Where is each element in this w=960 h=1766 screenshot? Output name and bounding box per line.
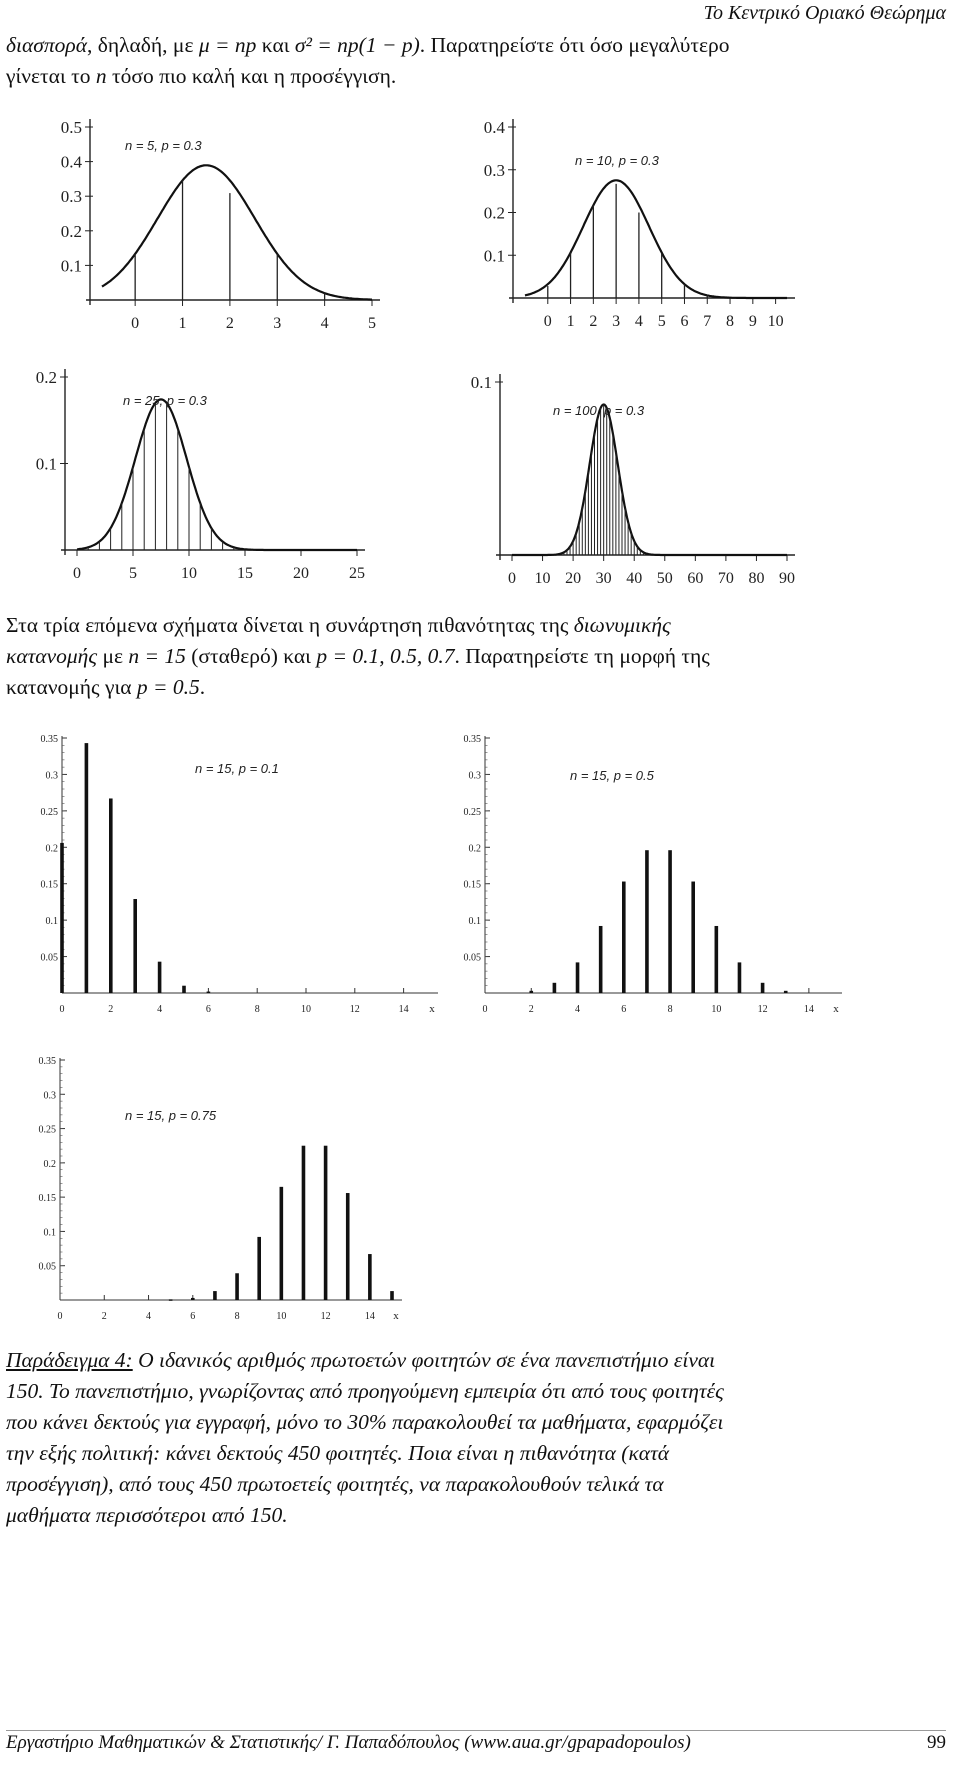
x-tick-label: 10 xyxy=(767,313,784,330)
y-tick-label: 0.2 xyxy=(35,368,57,387)
x-tick-label: 5 xyxy=(657,313,666,330)
y-tick-label: 0.1 xyxy=(43,1227,56,1239)
x-tick-label: 2 xyxy=(101,1311,107,1322)
x-tick-label: 14 xyxy=(803,1004,814,1015)
example-label: Παράδειγμα 4: xyxy=(6,1348,133,1372)
y-tick-label: 0.15 xyxy=(463,879,481,891)
y-tick-label: 0.1 xyxy=(470,373,492,392)
x-tick-label: 1 xyxy=(178,315,187,332)
x-tick-label: 25 xyxy=(349,565,365,582)
intro-text: και xyxy=(256,33,295,57)
chart-n10-p03 xyxy=(465,115,855,335)
x-tick-label: 12 xyxy=(349,1004,360,1015)
y-tick-label: 0.35 xyxy=(463,734,481,745)
x-tick-label: 2 xyxy=(589,313,598,330)
probability-bar xyxy=(784,991,788,993)
chart-annotation: n = 15, p = 0.75 xyxy=(125,1108,217,1123)
x-tick-label: 4 xyxy=(575,1004,581,1015)
page-footer xyxy=(6,1732,946,1754)
probability-bar xyxy=(191,1298,195,1300)
x-axis-label: x xyxy=(429,1003,435,1015)
probability-bar xyxy=(668,850,672,993)
x-tick-label: 0 xyxy=(59,1004,65,1015)
x-tick-label: 10 xyxy=(276,1311,287,1322)
chart-n100-p03 xyxy=(465,370,855,590)
y-tick-label: 0.3 xyxy=(483,160,505,180)
x-tick-label: 8 xyxy=(254,1004,260,1015)
probability-bar xyxy=(182,986,186,993)
probability-bar xyxy=(169,1299,173,1301)
probability-bar xyxy=(715,926,719,993)
probability-bar xyxy=(346,1193,350,1300)
x-tick-label: 0 xyxy=(482,1004,488,1015)
probability-bar xyxy=(645,850,649,993)
x-tick-label: 10 xyxy=(534,570,551,587)
y-tick-label: 0.2 xyxy=(483,203,505,223)
y-tick-label: 0.3 xyxy=(60,187,82,207)
chart-annotation: n = 15, p = 0.5 xyxy=(570,768,654,783)
y-tick-label: 0.1 xyxy=(60,256,82,276)
x-tick-label: 70 xyxy=(717,570,734,587)
chart-annotation: n = 5, p = 0.3 xyxy=(125,138,202,153)
x-tick-label: 6 xyxy=(621,1004,627,1015)
x-tick-label: 40 xyxy=(626,570,643,587)
y-tick-label: 0.05 xyxy=(40,952,58,964)
x-tick-label: 20 xyxy=(293,565,309,582)
y-tick-label: 0.3 xyxy=(45,770,58,782)
page-number: 99 xyxy=(927,1732,946,1753)
y-tick-label: 0.1 xyxy=(468,916,481,928)
x-tick-label: 0 xyxy=(543,313,552,330)
x-tick-label: 9 xyxy=(748,313,757,330)
y-tick-label: 0.25 xyxy=(40,806,58,818)
running-header: Το Κεντρικό Οριακό Θεώρημα xyxy=(703,2,946,24)
x-tick-label: 5 xyxy=(129,565,137,582)
example-text: την εξής πολιτική: κάνει δεκτούς 450 φοιτητές. Ποια είναι η πιθανότητα (κατά xyxy=(6,1441,670,1465)
x-tick-label: 4 xyxy=(146,1311,152,1322)
x-tick-label: 5 xyxy=(368,315,376,332)
x-tick-label: 14 xyxy=(398,1004,409,1015)
normal-curve xyxy=(77,399,357,550)
chart-n15-p075 xyxy=(30,1050,410,1330)
example-text: που κάνει δεκτούς για εγγραφή, μόνο το 30% παρακολουθεί τα μαθήματα, εφαρμόζει xyxy=(6,1410,724,1434)
x-tick-label: 3 xyxy=(273,315,282,332)
x-tick-label: 60 xyxy=(687,570,704,587)
y-tick-label: 0.1 xyxy=(483,246,505,266)
example-text: Ο ιδανικός αριθμός πρωτοετών φοιτητών σε ένα πανεπιστήμιο είναι xyxy=(132,1348,716,1372)
x-tick-label: 6 xyxy=(680,313,689,330)
x-tick-label: 7 xyxy=(703,313,712,330)
probability-bar xyxy=(213,1291,217,1300)
chart-n25-p03 xyxy=(35,365,435,585)
x-tick-label: 1 xyxy=(566,313,575,330)
para2-text: κατανομής για xyxy=(6,675,137,699)
intro-text: , δηλαδή, με xyxy=(86,33,199,57)
y-tick-label: 0.3 xyxy=(468,770,481,782)
probability-bar xyxy=(368,1254,372,1300)
y-tick-label: 0.15 xyxy=(40,879,58,891)
y-tick-label: 0.05 xyxy=(463,952,481,964)
y-tick-label: 0.1 xyxy=(45,916,58,928)
probability-bar xyxy=(280,1187,284,1300)
probability-bar xyxy=(302,1146,306,1300)
x-axis-label: x xyxy=(833,1003,839,1015)
normal-curve xyxy=(102,165,372,299)
para2-text: (σταθερό) και xyxy=(185,644,317,668)
x-tick-label: 4 xyxy=(320,315,329,332)
x-tick-label: 8 xyxy=(234,1311,240,1322)
x-tick-label: 10 xyxy=(711,1004,722,1015)
x-tick-label: 80 xyxy=(748,570,765,587)
example-paragraph xyxy=(6,1345,952,1531)
n-value: n = 15 xyxy=(128,644,186,668)
intro-text: τόσο πιο καλή και η προσέγγιση. xyxy=(106,64,397,88)
probability-bar xyxy=(207,992,211,994)
chart-annotation: n = 100, p = 0.3 xyxy=(553,403,645,418)
x-tick-label: 0 xyxy=(508,570,516,587)
y-tick-label: 0.25 xyxy=(38,1124,56,1136)
para2-text: . xyxy=(199,675,206,699)
para2-text: . Παρατηρείστε τη μορφή της xyxy=(454,644,710,668)
p-values: p = 0.1, 0.5, 0.7 xyxy=(316,644,455,668)
variance-formula: σ² = np(1 − p) xyxy=(294,33,420,57)
probability-bar xyxy=(257,1237,261,1300)
example-text: μαθήματα περισσότεροι από 150. xyxy=(6,1503,288,1527)
x-tick-label: 4 xyxy=(634,313,643,330)
para2-distribution: κατανομής xyxy=(6,644,98,668)
probability-bar xyxy=(109,798,113,993)
y-tick-label: 0.2 xyxy=(43,1158,56,1170)
intro-paragraph xyxy=(6,30,952,92)
y-tick-label: 0.35 xyxy=(40,734,58,745)
probability-bar xyxy=(599,926,603,993)
probability-bar xyxy=(60,843,64,993)
x-tick-label: 0 xyxy=(131,315,140,332)
y-tick-label: 0.2 xyxy=(45,843,58,855)
y-tick-label: 0.15 xyxy=(38,1193,56,1205)
x-tick-label: 30 xyxy=(595,570,612,587)
y-tick-label: 0.2 xyxy=(60,221,82,241)
probability-bar xyxy=(390,1291,394,1300)
x-tick-label: 10 xyxy=(181,565,197,582)
x-tick-label: 6 xyxy=(190,1311,196,1322)
probability-bar xyxy=(85,743,89,993)
normal-curve xyxy=(525,180,787,298)
para2-text: Στα τρία επόμενα σχήματα δίνεται η συνάρτηση πιθανότητας της xyxy=(6,613,574,637)
probability-bar xyxy=(761,983,765,993)
chart-annotation: n = 25, p = 0.3 xyxy=(123,393,207,408)
probability-bar xyxy=(235,1273,239,1300)
probability-bar xyxy=(529,991,533,993)
x-tick-label: 2 xyxy=(108,1004,114,1015)
probability-bar xyxy=(158,962,162,993)
probability-bar xyxy=(691,882,695,993)
second-paragraph xyxy=(6,610,952,703)
y-tick-label: 0.25 xyxy=(463,806,481,818)
x-tick-label: 6 xyxy=(205,1004,211,1015)
x-tick-label: 4 xyxy=(157,1004,163,1015)
chart-n15-p01 xyxy=(30,728,440,1023)
y-tick-label: 0.3 xyxy=(43,1090,56,1102)
x-tick-label: 0 xyxy=(73,565,81,582)
y-tick-label: 0.5 xyxy=(60,118,82,137)
x-tick-label: 14 xyxy=(364,1311,375,1322)
x-tick-label: 3 xyxy=(612,313,621,330)
x-tick-label: 0 xyxy=(57,1311,63,1322)
probability-bar xyxy=(324,1146,328,1300)
x-tick-label: 8 xyxy=(667,1004,673,1015)
x-axis-label: x xyxy=(393,1310,399,1322)
chart-annotation: n = 15, p = 0.1 xyxy=(195,761,279,776)
normal-curve xyxy=(512,405,787,556)
x-tick-label: 2 xyxy=(225,315,234,332)
example-text: 150. Το πανεπιστήμιο, γνωρίζοντας από προηγούμενη εμπειρία ότι από τους φοιτητές xyxy=(6,1379,724,1403)
y-tick-label: 0.4 xyxy=(483,118,505,137)
probability-bar xyxy=(133,899,137,993)
x-tick-label: 8 xyxy=(726,313,735,330)
para2-binomial: διωνυμικής xyxy=(573,613,671,637)
y-tick-label: 0.2 xyxy=(468,843,481,855)
y-tick-label: 0.35 xyxy=(38,1056,56,1067)
chart-annotation: n = 10, p = 0.3 xyxy=(575,153,659,168)
chart-n15-p05 xyxy=(460,728,855,1023)
probability-bar xyxy=(553,983,557,993)
x-tick-label: 2 xyxy=(528,1004,534,1015)
x-tick-label: 50 xyxy=(656,570,673,587)
footer-text: Εργαστήριο Μαθηματικών & Στατιστικής/ Γ. Παπαδόπουλος (www.aua.gr/gpapadopoulos) xyxy=(6,1732,691,1753)
intro-term-variance: διασπορά xyxy=(6,33,87,57)
probability-bar xyxy=(738,962,742,993)
x-tick-label: 10 xyxy=(301,1004,311,1015)
p-half: p = 0.5 xyxy=(136,675,200,699)
example-text: προσέγγιση), από τους 450 πρωτοετείς φοιτητές, να παρακολουθούν τελικά τα xyxy=(6,1472,664,1496)
y-tick-label: 0.05 xyxy=(38,1261,56,1273)
x-tick-label: 12 xyxy=(320,1311,331,1322)
para2-text: με xyxy=(97,644,129,668)
chart-n5-p03 xyxy=(40,115,440,330)
x-tick-label: 90 xyxy=(779,570,795,587)
x-tick-label: 15 xyxy=(237,565,253,582)
intro-text: . Παρατηρείστε ότι όσο μεγαλύτερο xyxy=(419,33,730,57)
footer-rule xyxy=(6,1730,946,1731)
intro-n: n xyxy=(95,64,107,88)
probability-bar xyxy=(622,882,626,993)
mean-formula: μ = np xyxy=(198,33,257,57)
x-tick-label: 20 xyxy=(565,570,582,587)
x-tick-label: 12 xyxy=(757,1004,768,1015)
y-tick-label: 0.1 xyxy=(35,454,57,474)
intro-text: γίνεται το xyxy=(6,64,96,88)
y-tick-label: 0.4 xyxy=(60,152,82,172)
probability-bar xyxy=(576,962,580,993)
